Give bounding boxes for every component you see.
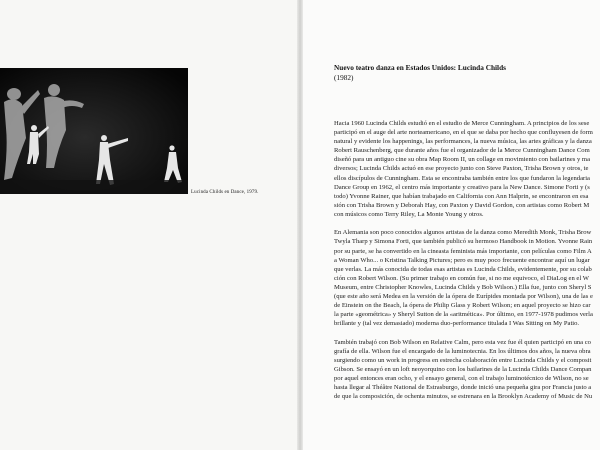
text-line: participó en el auge del arte norteamericano, en el que se daba por hecho que confluyesen de form (334, 129, 593, 137)
paragraph (334, 338, 600, 402)
text-line: diversos; Lucinda Childs actuó en ese proyecto junto con Steve Paxton, Trisha Brown y otros, te (334, 165, 589, 173)
text-line: hasta llegar al Théâtre National de Estrasburgo, donde inició una pequeña gira por Francia justo a (334, 384, 592, 392)
text-line: brillante y (tal vez demasiado) moderna duo-performance titulada I Was Sitting on My Patio. (334, 320, 580, 328)
text-line: También trabajó con Bob Wilson en Relative Calm, pero esta vez fue él quien participó en una co (334, 338, 591, 346)
essay-title: Nuevo teatro danza en Estados Unidos: Lucinda Childs (334, 63, 506, 72)
left-page (0, 0, 297, 450)
text-line: surgiendo como un work in progress en estrecha colaboración entre Lucinda Childs y el composit (334, 356, 592, 364)
paragraph (334, 228, 600, 328)
essay-year: (1982) (334, 73, 354, 82)
text-line: En Alemania son poco conocidos algunos artistas de la danza como Meredith Monk, Trisha Brow (334, 229, 592, 237)
text-line: con músicos como Terry Riley, La Monte Young y otros. (334, 210, 484, 218)
text-line: diseñó para un antiguo cine su obra Map Room II, un collage en movimiento con bailarines y ma (334, 156, 590, 164)
text-line: de que la composición, de ochenta minutos, se estrenara en la Brooklyn Academy of Music de Nu (334, 393, 593, 401)
text-line: (que este año será Medea en la versión de la ópera de Eurípides montada por Wilson), una de las e (334, 292, 593, 300)
text-line: por aquel entonces eran ocho, y el ensayo general, con el trabajo luminotécnico de Wilson, no se (334, 375, 589, 383)
text-line: Gibson. Se ensayó en un loft neoyorquino con los bailarines de la Lucinda Childs Dance Compan (334, 365, 592, 373)
essay-body (334, 119, 600, 411)
text-line: Museum, entre Christopher Knowles, Lucinda Childs y Bob Wilson.) Ella fue, junto con Sheryl S (334, 283, 592, 291)
text-line: Twyla Tharp y Simona Forti, que también publicó su hermoso Handbook in Motion. Yvonne Rain (334, 238, 593, 246)
text-line: todo) Yvonne Rainer, que habían trabajado en California con Ann Halprin, se encontraron en esa (334, 192, 589, 200)
right-page (303, 0, 600, 450)
text-line: la parte «geométrica» y Sheryl Sutton de la «aritmética». Por último, en 1977-1978 pudimos verla (334, 311, 593, 319)
photo-caption: Lucinda Childs en Dance, 1979. (191, 190, 259, 195)
text-line: que verlas. La más conocida de todas esas artistas es Lucinda Childs, evidentemente, por su colab (334, 265, 592, 273)
text-line: Robert Rauschenberg, que durante años fue el organizador de la Merce Cunningham Dance Com (334, 147, 590, 155)
text-line: sión con Trisha Brown y Deborah Hay, con Paxton y David Gordon, con artistas como Robert M (334, 201, 590, 209)
text-line: ellos discípulos de Cunningham. Esta se encontraba también entre los que fundaron la legendaria (334, 174, 590, 182)
text-line: de Einstein on the Beach, la ópera de Philip Glass y Robert Wilson; en aquel proyecto se hizo car (334, 302, 591, 310)
text-line: ción con Robert Wilson. (Su primer trabajo en común fue, si no me equivoco, el DiaLog en el W (334, 274, 589, 282)
paragraph (334, 119, 600, 219)
text-line: natural y evidente los happenings, las performances, la nueva música, las artes gráficas y la danza (334, 138, 592, 146)
text-line: por su parte, se ha convertido en la cineasta feminista más importante, con películas como Film A (334, 247, 592, 255)
text-line: Dance Group en 1962, el centro más importante y creativo para la New Dance. Simone Forti y (s (334, 183, 590, 191)
text-line: Hacia 1960 Lucinda Childs estudió en el estudio de Merce Cunningham. A principios de los sese (334, 120, 590, 127)
dance-photograph (0, 68, 188, 194)
text-line: grafía de ella. Wilson fue el encargado de la luminotecnia. En los últimos dos años, la nueva obra (334, 347, 591, 355)
dance-photo-image (0, 68, 188, 194)
text-line: a Woman Who... o Kristina Talking Pictures; pero es muy poco frecuente encontrar aquí un lugar (334, 256, 590, 264)
